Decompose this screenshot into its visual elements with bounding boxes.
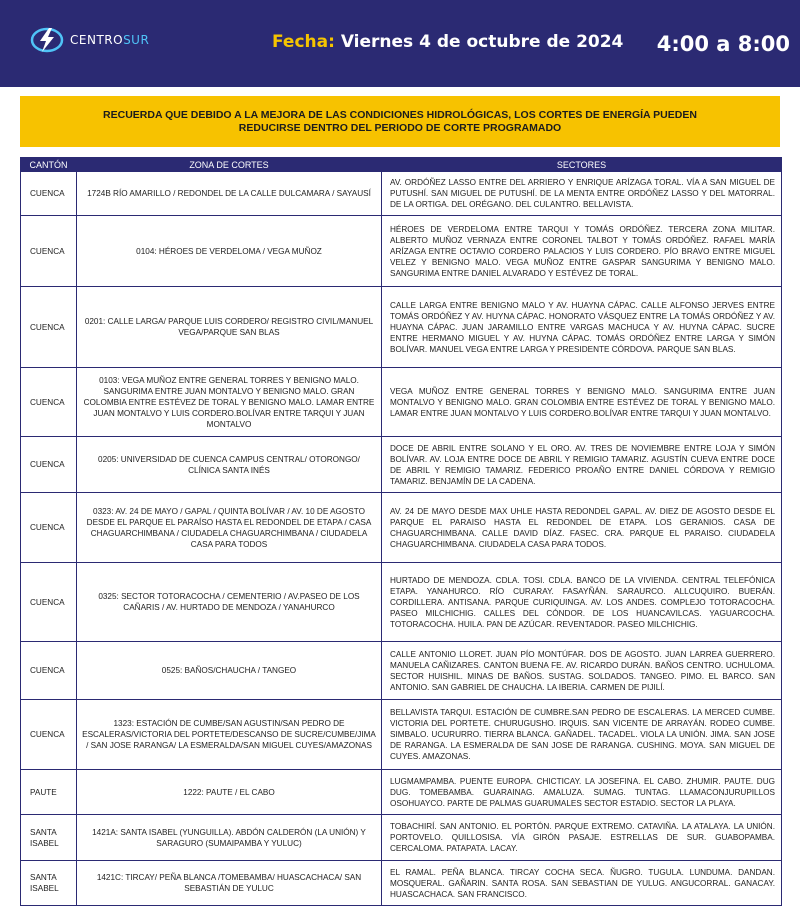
table-row	[21, 700, 782, 770]
table-row	[21, 642, 782, 700]
zona-cell: 1421A: SANTA ISABEL (YUNGUILLA). ABDÓN CALDERÓN (LA UNIÓN) Y SARAGURO (SUMAIPAMBA Y YULUC)	[77, 815, 382, 861]
sectores-cell: TOBACHIRÍ. SAN ANTONIO. EL PORTÓN. PARQUE EXTREMO. CATAVIÑA. LA ATALAYA. LA UNIÓN. PORTOVELO. QUILLOSISA. VÍA GIRÓN PASAJE. ESTRELLAS DE SUR. GUABOPAMBA. CERCALOMA. PATAPATA. LACAY.	[382, 815, 782, 861]
canton-cell: PAUTE	[21, 770, 77, 815]
sectores-cell: DOCE DE ABRIL ENTRE SOLANO Y EL ORO. AV. TRES DE NOVIEMBRE ENTRE LOJA Y SIMÓN BOLÍVAR. AV. LOJA ENTRE DOCE DE ABRIL Y REMIGIO TAMARIZ. AGUSTÍN CUEVA ENTRE DOCE DE ABRIL Y REMIGIO TAMARIZ. FEDERICO PROAÑO ENTRE DANIEL CÓRDOVA Y REMIGIO TAMARIZ. BENJAMÍN DE LA CADENA.	[382, 437, 782, 493]
sectores-cell: CALLE ANTONIO LLORET. JUAN PÍO MONTÚFAR. DOS DE AGOSTO. JUAN LARREA GUERRERO. MANUELA CAÑIZARES. CANTON BUENA FE. AV. RICARDO DURÁN. BAÑOS CENTRO. UCHULOMA. SECTOR HUISHIL. MINAS DE BAÑOS. SUSTAG. SOLDADOS. TANGEO. PIMO. EL BARCO. SAN ANTONIO. SAN GABRIEL DE CHAUCHA. LA IBERIA. CARMEN DE PIJILÍ.	[382, 642, 782, 700]
notice-banner: RECUERDA QUE DEBIDO A LA MEJORA DE LAS CONDICIONES HIDROLÓGICAS, LOS CORTES DE ENERGÍA PUEDEN REDUCIRSE DENTRO DEL PERIODO DE CORTE PROGRAMADO	[20, 96, 780, 147]
table-row	[21, 437, 782, 493]
table-row	[21, 287, 782, 368]
sectores-cell: HURTADO DE MENDOZA. CDLA. TOSI. CDLA. BANCO DE LA VIVIENDA. CENTRAL TELEFÓNICA ETAPA. YANAHURCO. RÍO CURARAY. FASAYÑÁN. SARAURCO. ALLCUQUIRO. BUERÁN. CORDILLERA. ANTISANA. PARQUE CURIQUINGA. AV. LOS ANDES. COMPLEJO TOTORACOCHA. PASEO MILCHICHIG. CALLES DEL CÓNDOR. DE LOS HUANCAVILCAS. YAGUARCOCHA. TOTORACOCHA. HUILA. PAN DE AZÚCAR. REVENTADOR. PASEO MILCHICHIG.	[382, 563, 782, 642]
outage-time-range: 4:00 a 8:00	[656, 32, 790, 56]
table-row	[21, 770, 782, 815]
outage-date	[272, 32, 623, 52]
zona-cell: 0205: UNIVERSIDAD DE CUENCA CAMPUS CENTRAL/ OTORONGO/ CLÍNICA SANTA INÉS	[77, 437, 382, 493]
col-header-zona: ZONA DE CORTES	[77, 158, 382, 172]
col-header-sectores: SECTORES	[382, 158, 782, 172]
canton-cell: CUENCA	[21, 642, 77, 700]
sectores-cell: AV. ORDÓÑEZ LASSO ENTRE DEL ARRIERO Y ENRIQUE ARÍZAGA TORAL. VÍA A SAN MIGUEL DE PUTUSHÍ. SAN MIGUEL DE PUTUSHÍ. DE LA MENTA ENTRE ORDÓÑEZ LASSO Y DEL MATORRAL. DE LA ORTIGA. DEL ORÉGANO. DEL CULANTRO. BELLAVISTA.	[382, 172, 782, 216]
canton-cell: CUENCA	[21, 563, 77, 642]
col-header-canton: CANTÓN	[21, 158, 77, 172]
zona-cell: 0103: VEGA MUÑOZ ENTRE GENERAL TORRES Y BENIGNO MALO. SANGURIMA ENTRE JUAN MONTALVO Y BENIGNO MALO. GRAN COLOMBIA ENTRE ESTÉVEZ DE TORAL Y BENIGNO MALO. LAMAR ENTRE JUAN MONTALVO Y LUIS CORDERO.BOLÍVAR ENTRE TARQUI Y JUAN MONTALVO	[77, 368, 382, 437]
sectores-cell: LUGMAMPAMBA. PUENTE EUROPA. CHICTICAY. LA JOSEFINA. EL CABO. ZHUMIR. PAUTE. DUG DUG. TOMEBAMBA. GUARAINAG. AMALUZA. SUMAG. TUNTAG. LLAMACONJURUPILLOS OSOHUAYCO. PARTE DE PALMAS GUARUMALES SECTOR ESTADIO. SECTOR LA PLAYA.	[382, 770, 782, 815]
canton-cell: CUENCA	[21, 437, 77, 493]
zona-cell: 0525: BAÑOS/CHAUCHA / TANGEO	[77, 642, 382, 700]
zona-cell: 0201: CALLE LARGA/ PARQUE LUIS CORDERO/ REGISTRO CIVIL/MANUEL VEGA/PARQUE SAN BLAS	[77, 287, 382, 368]
table-row	[21, 216, 782, 287]
canton-cell: CUENCA	[21, 700, 77, 770]
zona-cell: 0104: HÉROES DE VERDELOMA / VEGA MUÑOZ	[77, 216, 382, 287]
canton-cell: CUENCA	[21, 368, 77, 437]
date-label: Fecha:	[272, 32, 335, 52]
sectores-cell: CALLE LARGA ENTRE BENIGNO MALO Y AV. HUAYNA CÁPAC. CALLE ALFONSO JERVES ENTRE TOMÁS ORDÓÑEZ Y AV. HUYNA CÁPAC. HONORATO VÁSQUEZ ENTRE LA TOMÁS ORDÓÑEZ Y AV. HUAYNA CÁPAC. JUAN JARAMILLO ENTRE VARGAS MACHUCA Y AV. HUYNA CÁPAC. SUCRE ENTRE HERMANO MIGUEL Y AV. HUYNA CÁPAC. TOMÁS ORDÓÑEZ ENTRE LARGA Y SIMÓN BOLÍVAR. MANUEL VEGA ENTRE LARGA Y PRESIDENTE CÓRDOVA. PARQUE SAN BLAS.	[382, 287, 782, 368]
canton-cell: SANTA ISABEL	[21, 815, 77, 861]
outage-table	[20, 157, 782, 906]
logo-icon	[30, 25, 64, 55]
centrosur-logo	[30, 20, 180, 60]
table-row	[21, 563, 782, 642]
sectores-cell: BELLAVISTA TARQUI. ESTACIÓN DE CUMBRE.SAN PEDRO DE ESCALERAS. LA MERCED CUMBE. VICTORIA DEL PORTETE. CHURUGUSHO. IRQUIS. SAN VICENTE DE ARRAYÁN. RODEO CUMBE. SIMBALO. UCURURRO. TIERRA BLANCA. GAÑADEL. TACADEL. VIOLA LA UNIÓN. JIMA. SAN JOSE DE RARANGA. LA ESMERALDA DE SAN JOSE DE RARANGA. CUSHING. MOYA. SAN MIGUEL DE CUYES. AMAZONAS.	[382, 700, 782, 770]
sectores-cell: AV. 24 DE MAYO DESDE MAX UHLE HASTA REDONDEL GAPAL. AV. DIEZ DE AGOSTO DESDE EL PARQUE EL PARAISO HASTA EL REDONDEL DE ETAPA. LOS GERANIOS. CASA DE CHAGUARCHIMBANA. CALLE DAVID DÍAZ. FASEC. CRA. PARQUE EL PARAISO. CIUDADELA CHAGUARCHIMBANA. CIUDADELA CASA PARA TODOS.	[382, 493, 782, 563]
canton-cell: CUENCA	[21, 493, 77, 563]
canton-cell: CUENCA	[21, 172, 77, 216]
canton-cell: CUENCA	[21, 216, 77, 287]
table-row	[21, 368, 782, 437]
sectores-cell: EL RAMAL. PEÑA BLANCA. TIRCAY COCHA SECA. ÑUGRO. TUGULA. LUNDUMA. DANDAN. MOSQUERAL. GAÑARIN. SANTA ROSA. SAN SEBASTIAN DE YULUG. ANGUCORRAL. GANACAY. HUASCACHACA. SAN FRANCISCO.	[382, 861, 782, 906]
sectores-cell: HÉROES DE VERDELOMA ENTRE TARQUI Y TOMÁS ORDÓÑEZ. TERCERA ZONA MILITAR. ALBERTO MUÑOZ VERNAZA ENTRE CORONEL TALBOT Y TOMÁS ORDÓÑEZ. RAFAEL MARÍA ARÍZAGA ENTRE OCTAVIO CORDERO PALACIOS Y LUIS CORDERO. PÍO BRAVO ENTRE MIGUEL VELEZ Y BENIGNO MALO. VEGA MUÑOZ ENTRE GASPAR SANGURIMA Y BENIGNO MALO. SANGURIMA ENTRE DANIEL ALVARADO Y ESTÉVEZ DE TORAL.	[382, 216, 782, 287]
sectores-cell: VEGA MUÑOZ ENTRE GENERAL TORRES Y BENIGNO MALO. SANGURIMA ENTRE JUAN MONTALVO Y BENIGNO MALO. GRAN COLOMBIA ENTRE ESTÉVEZ DE TORAL Y BENIGNO MALO. LAMAR ENTRE JUAN MONTALVO Y LUIS CORDERO.BOLÍVAR ENTRE TARQUI Y JUAN MONTALVO.	[382, 368, 782, 437]
date-value: Viernes 4 de octubre de 2024	[340, 32, 624, 52]
page-header	[0, 0, 800, 87]
zona-cell: 0323: AV. 24 DE MAYO / GAPAL / QUINTA BOLÍVAR / AV. 10 DE AGOSTO DESDE EL PARQUE EL PARAÍSO HASTA EL REDONDEL DE ETAPA / CASA CHAGUARCHIMBANA / CIUDADELA CHAGUARCHIMBANA / CIUDADELA CASA PARA TODOS	[77, 493, 382, 563]
zona-cell: 1724B RÍO AMARILLO / REDONDEL DE LA CALLE DULCAMARA / SAYAUSÍ	[77, 172, 382, 216]
table-row	[21, 172, 782, 216]
table-row	[21, 815, 782, 861]
table-row	[21, 861, 782, 906]
zona-cell: 1222: PAUTE / EL CABO	[77, 770, 382, 815]
zona-cell: 1323: ESTACIÓN DE CUMBE/SAN AGUSTIN/SAN PEDRO DE ESCALERAS/VICTORIA DEL PORTETE/DESCANSO DE SUCRE/CUMBE/JIMA / SAN JOSE RARANGA/ LA ESMERALDA/SAN MIGUEL CUYES/AMAZONAS	[77, 700, 382, 770]
table-header-row	[21, 158, 782, 172]
canton-cell: CUENCA	[21, 287, 77, 368]
zona-cell: 1421C: TIRCAY/ PEÑA BLANCA /TOMEBAMBA/ HUASCACHACA/ SAN SEBASTIÁN DE YULUC	[77, 861, 382, 906]
brand-name: CENTROSUR	[70, 33, 150, 47]
canton-cell: SANTA ISABEL	[21, 861, 77, 906]
zona-cell: 0325: SECTOR TOTORACOCHA / CEMENTERIO / AV.PASEO DE LOS CAÑARIS / AV. HURTADO DE MENDOZA / YANAHURCO	[77, 563, 382, 642]
table-row	[21, 493, 782, 563]
